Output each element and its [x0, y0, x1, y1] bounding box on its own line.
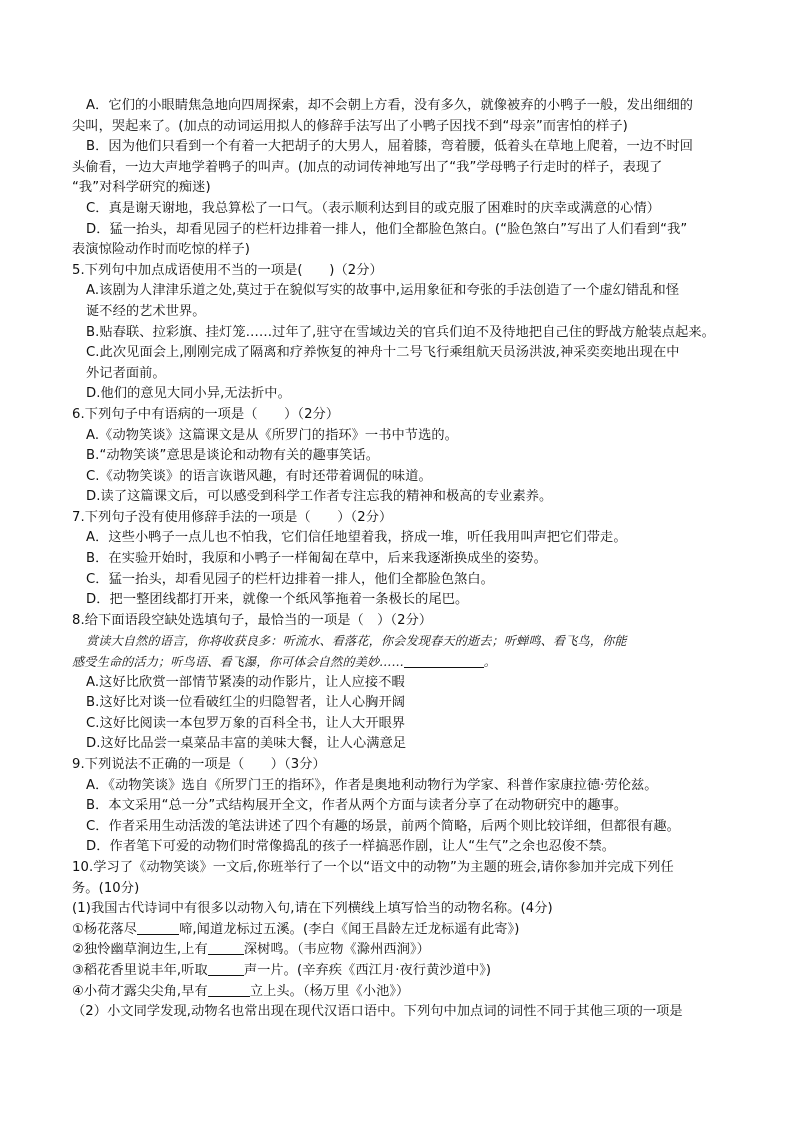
option-c-text: C．真是谢天谢地，我总算松了一口气。（表示顺利达到目的或克服了困难时的庆幸或满意的心情）	[86, 200, 661, 216]
option-b-text-cont2: “我”对科学研究的痴迷)	[72, 180, 211, 196]
q8-option-c: C.这好比阅读一本包罗万象的百科全书，让人大开眼界	[86, 715, 406, 731]
option-d-text: D．猛一抬头，却看见园子的栏杆边排着一排人，他们全都脸色煞白。(“脸色煞白”写出了人们看到“我”	[86, 221, 688, 237]
question-10-stem-cont: 务。(10分)	[72, 880, 140, 896]
q10-part1-stem: (1)我国古代诗词中有很多以动物入句,请在下列横线上填写恰当的动物名称。(4分)	[72, 901, 553, 917]
question-10-stem: 10.学习了《动物笑谈》一文后,你班举行了一个以“语文中的动物”为主题的班会,请你参加并完成下列任	[72, 859, 674, 875]
poem-4-blank	[208, 982, 250, 997]
poem-2-post: 深树鸣。（韦应物《滁州西涧》）	[243, 942, 430, 958]
question-9-stem: 9.下列说法不正确的一项是（ ）（3分）	[72, 757, 326, 772]
q8-passage-end: 。	[483, 655, 497, 670]
poem-4-post: 立上头。（杨万里《小池》）	[249, 983, 410, 999]
option-b-text-cont: 头偷看，一边大声地学着鸭子的叫声。(加点的动词传神地写出了“我”学母鸭子行走时的样子，表现了	[72, 159, 663, 175]
q7-option-c: C．猛一抬头，却看见园子的栏杆边排着一排人，他们全都脸色煞白。	[86, 571, 494, 587]
q8-passage-line1: 赏读大自然的语言，你将收获良多：听流水、看落花，你会发现春天的逝去；听蝉鸣、看飞鸟，你能	[86, 634, 627, 649]
poem-line-2	[72, 940, 724, 961]
q7-option-b: B．在实验开始时，我原和小鸭子一样匍匐在草中，后来我逐渐换成坐的姿势。	[86, 551, 547, 567]
poem-3-blank	[208, 961, 244, 976]
q9-option-a: A．《动物笑谈》选自《所罗门王的指环》，作者是奥地利动物行为学家、科普作家康拉德·劳伦兹。	[86, 777, 658, 793]
poem-3-pre: ③稻花香里说丰年,听取	[72, 962, 208, 978]
q5-option-a-cont: 诞不经的艺术世界。	[86, 303, 206, 319]
option-a-text-cont: 尖叫，哭起来了。(加点的动词运用拟人的修辞手法写出了小鸭子因找不到“母亲”而害怕的样子)	[72, 118, 628, 134]
poem-2-blank	[208, 940, 244, 955]
q8-option-d: D.这好比品尝一桌菜品丰富的美味大餐，让人心满意足	[86, 736, 407, 752]
q6-option-b: B.“动物笑谈”意思是谈论和动物有关的趣事笑话。	[86, 448, 380, 464]
exam-page	[72, 96, 724, 1023]
q7-option-d: D．把一整团线都打开来，就像一个纸风筝拖着一条极长的尾巴。	[86, 592, 469, 608]
question-5-stem: 5.下列句中加点成语使用不当的一项是( )（2分）	[72, 262, 383, 278]
q6-option-d: D.读了这篇课文后，可以感受到科学工作者专注忘我的精神和极高的专业素养。	[86, 489, 553, 505]
poem-1-blank	[137, 920, 179, 935]
q5-option-c-cont: 外记者面前。	[86, 365, 166, 381]
q6-option-c: C.《动物笑谈》的语言诙谐风趣，有时还带着调侃的味道。	[86, 468, 432, 484]
poem-line-4	[72, 982, 724, 1003]
q5-option-b: B.贴春联、拉彩旗、挂灯笼……过年了,驻守在雪域边关的官兵们迫不及待地把自己住的野战方舱装点起来。	[86, 324, 715, 340]
q10-part2-stem: （2）小文同学发现,动物名也常出现在现代汉语口语中。下列句中加点词的词性不同于其他三项的一项是	[72, 1004, 683, 1020]
question-7-stem: 7.下列句子没有使用修辞手法的一项是（ ）（2分）	[72, 509, 393, 525]
q9-option-b: B．本文采用“总一分”式结构展开全文，作者从两个方面与读者分享了在动物研究中的趣事。	[86, 798, 628, 814]
option-d-text-cont: 表演惊险动作时而吃惊的样子)	[72, 242, 250, 258]
option-b-text: B．因为他们只看到一个有着一大把胡子的大男人，屈着膝，弯着腰，低着头在草地上爬着，一边不时回	[86, 139, 694, 155]
poem-1-post: 啼,闻道龙标过五溪。(李白《闻王昌龄左迁龙标遥有此寄》)	[179, 921, 520, 937]
poem-line-3	[72, 961, 724, 982]
q8-passage-line2	[72, 652, 724, 673]
option-a-text: A．它们的小眼睛焦急地向四周探索，却不会朝上方看，没有多久，就像被弃的小鸭子一般，发出细细的	[86, 98, 694, 113]
q9-option-c: C．作者采用生动活泼的笔法讲述了四个有趣的场景，前两个简略，后两个则比较详细，但都很有趣。	[86, 818, 680, 834]
q8-option-b: B.这好比对谈一位看破红尘的归隐智者，让人心胸开阔	[86, 695, 406, 711]
q5-option-d: D.他们的意见大同小异,无法折中。	[86, 386, 291, 402]
q9-option-d: D．作者笔下可爱的动物们时常像捣乱的孩子一样搞恶作剧，让人“生气”之余也忍俊不禁。	[86, 839, 616, 855]
q5-option-c: C.此次见面会上,刚刚完成了隔离和疗养恢复的神舟十二号飞行乘组航天员汤洪波,神采奕奕地出现在中	[86, 345, 680, 361]
question-8-stem: 8.给下面语段空缺处选填句子，最恰当的一项是（ ）（2分）	[72, 612, 433, 628]
q6-option-a: A.《动物笑谈》这篇课文是从《所罗门的指环》一书中节选的。	[86, 427, 458, 443]
poem-2-pre: ②独怜幽草涧边生,上有	[72, 942, 208, 958]
q7-option-a: A．这些小鸭子一点儿也不怕我，它们信任地望着我，挤成一堆，听任我用叫声把它们带走。	[86, 530, 627, 546]
q8-passage-text: 感受生命的活力；听鸟语、看飞瀑，你可体会自然的美妙……	[72, 655, 404, 670]
poem-line-1	[72, 920, 724, 941]
poem-3-post: 声一片。(辛弃疾《西江月·夜行黄沙道中》)	[243, 962, 492, 978]
question-6-stem: 6.下列句子中有语病的一项是（ ）（2分）	[72, 406, 340, 422]
q8-answer-blank	[404, 653, 484, 668]
q8-option-a: A.这好比欣赏一部情节紧凑的动作影片，让人应接不暇	[86, 674, 405, 690]
q5-option-a: A.该剧为人津津乐道之处,莫过于在貌似写实的故事中,运用象征和夸张的手法创造了一个虚幻错乱和怪	[86, 283, 680, 299]
poem-1-pre: ①杨花落尽	[72, 921, 138, 937]
poem-4-pre: ④小荷才露尖尖角,早有	[72, 983, 208, 999]
